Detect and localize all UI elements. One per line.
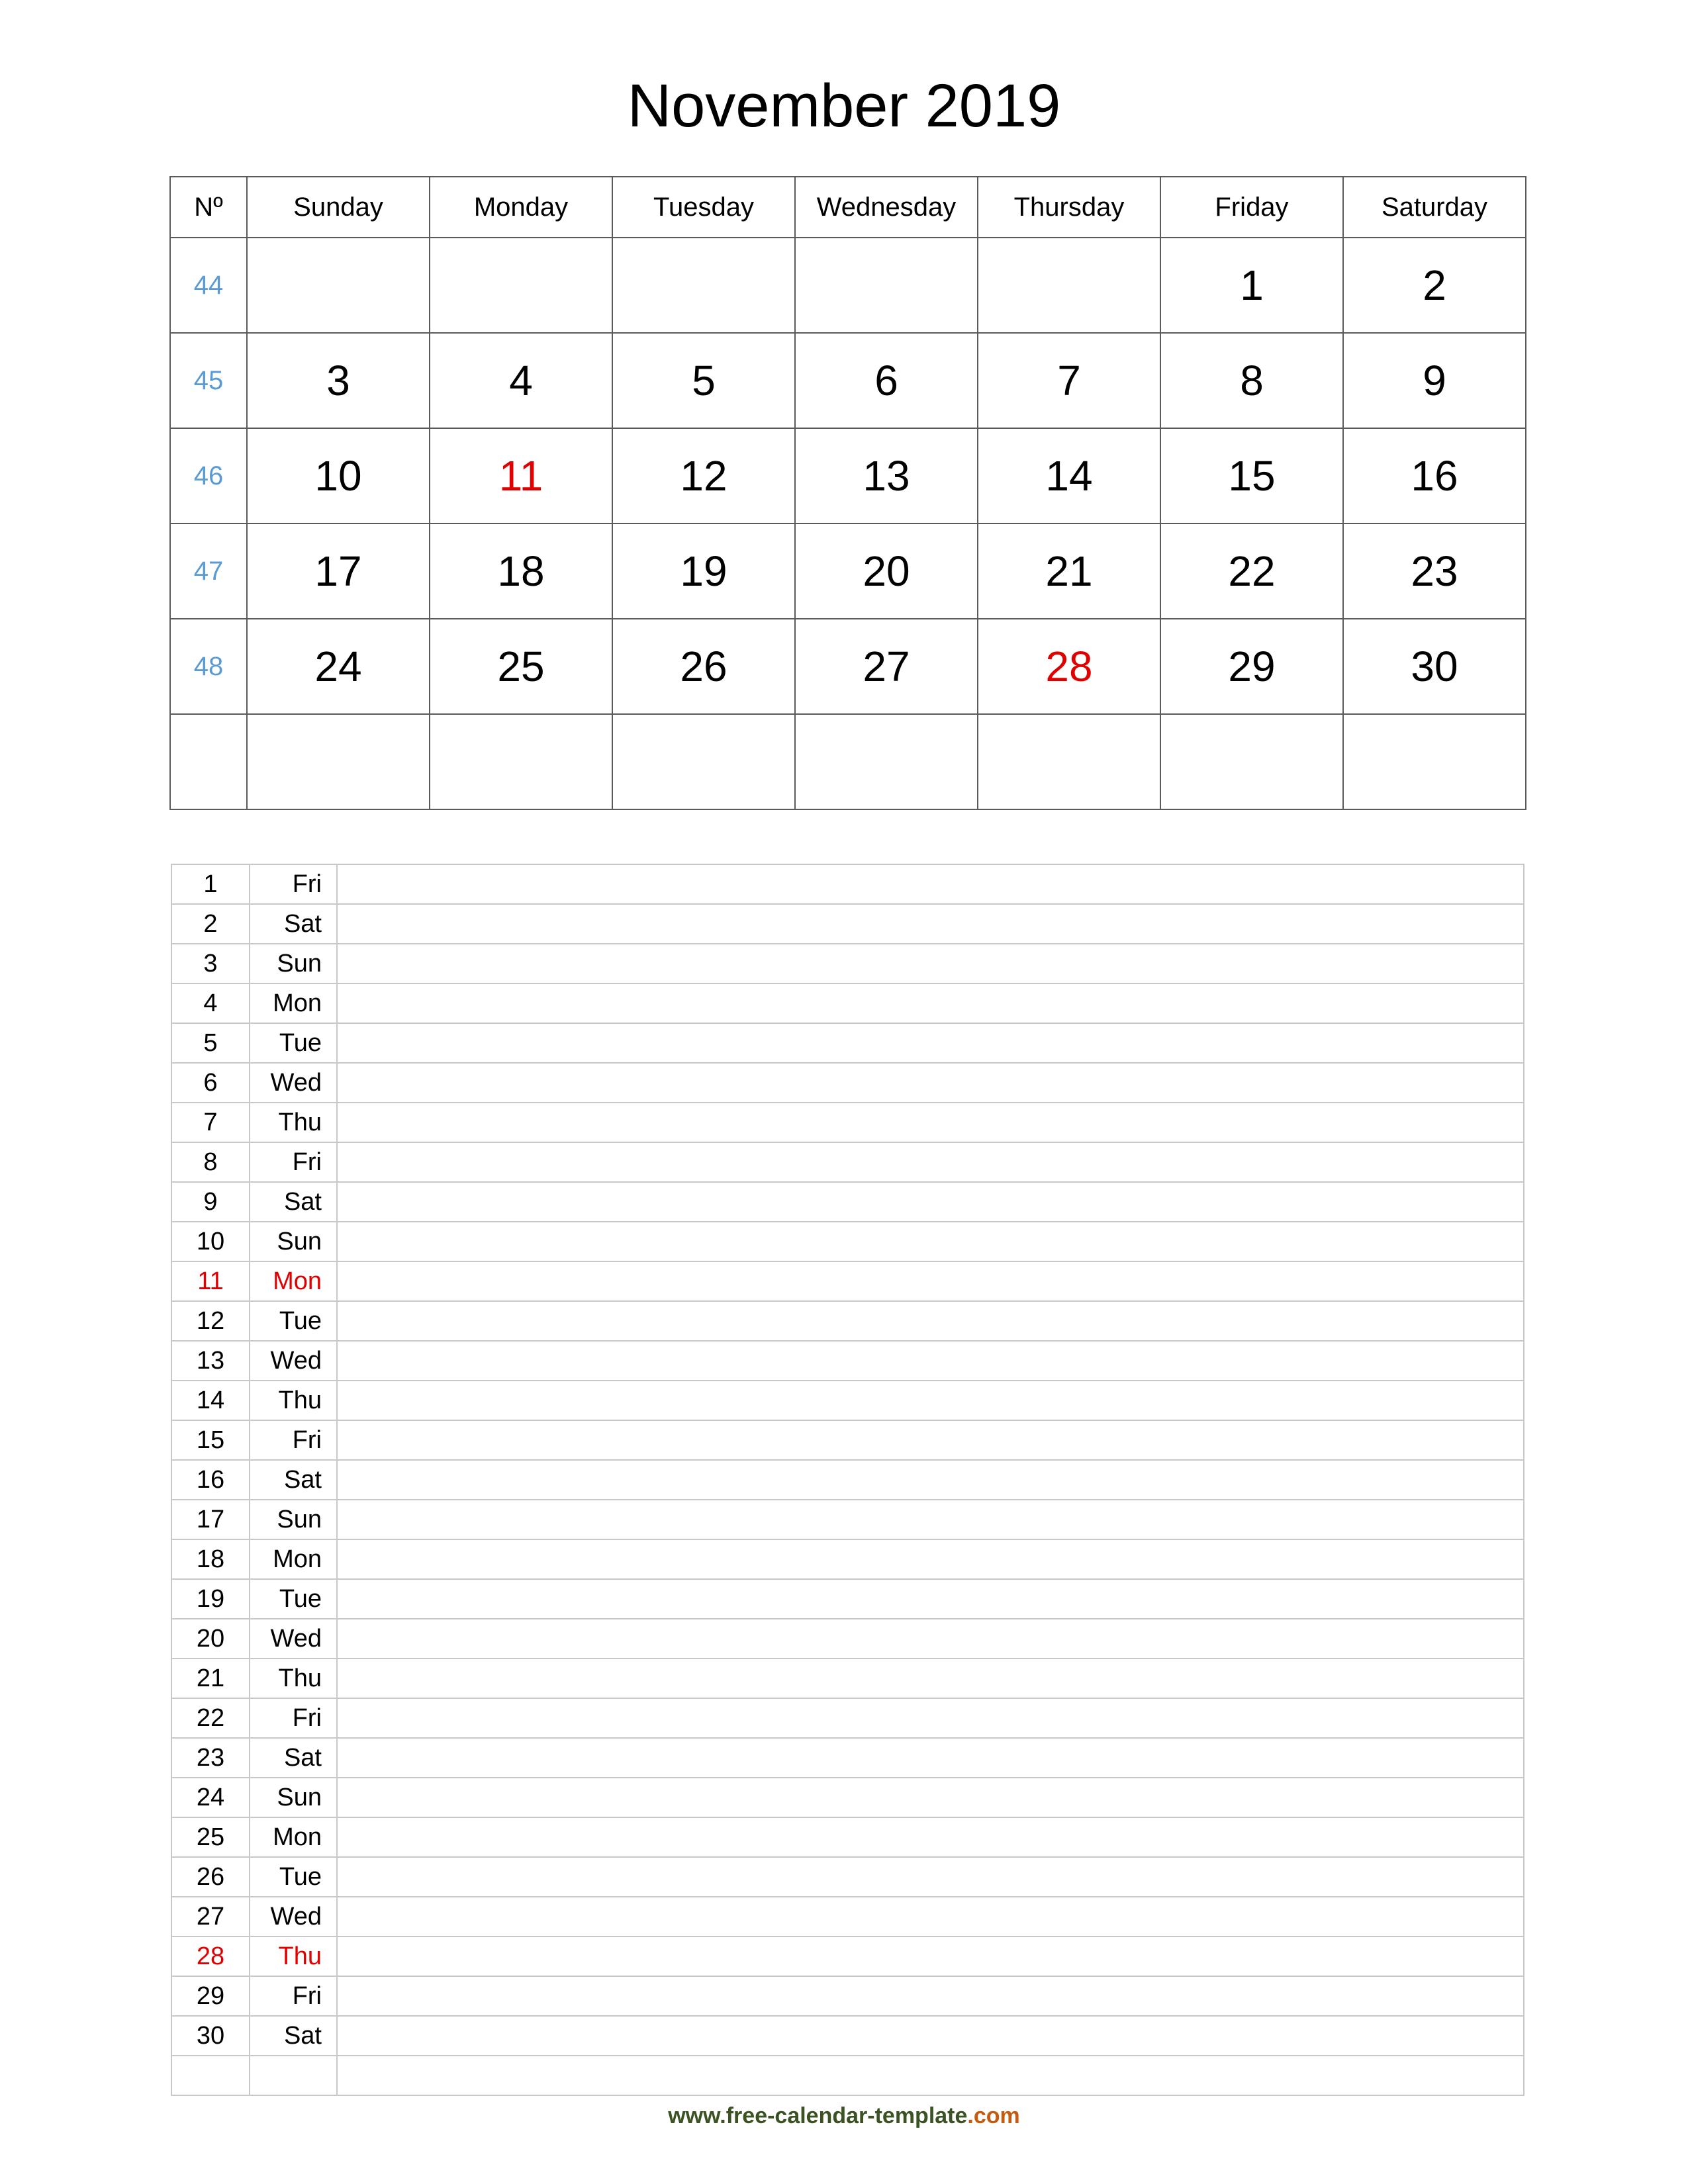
list-item bbox=[171, 1579, 1524, 1619]
weekday-header-tuesday: Tuesday bbox=[612, 177, 795, 238]
day-cell: 27 bbox=[795, 619, 978, 714]
list-item bbox=[171, 1976, 1524, 2016]
empty-day-cell bbox=[795, 714, 978, 809]
week-row bbox=[170, 714, 1526, 809]
list-note-field[interactable] bbox=[337, 1341, 1524, 1381]
list-item bbox=[171, 1103, 1524, 1142]
day-cell: 10 bbox=[247, 428, 430, 523]
list-day-of-week: Wed bbox=[250, 1619, 337, 1659]
day-list bbox=[171, 864, 1524, 2096]
list-day-number: 25 bbox=[171, 1817, 250, 1857]
list-item bbox=[171, 1857, 1524, 1897]
list-note-field[interactable] bbox=[337, 1063, 1524, 1103]
list-note-field[interactable] bbox=[337, 1301, 1524, 1341]
list-day-of-week: Sat bbox=[250, 1460, 337, 1500]
day-cell: 7 bbox=[978, 333, 1160, 428]
list-day-of-week: Fri bbox=[250, 864, 337, 904]
list-day-number: 1 bbox=[171, 864, 250, 904]
list-day-of-week: Wed bbox=[250, 1897, 337, 1936]
list-day-of-week: Mon bbox=[250, 1817, 337, 1857]
week-row bbox=[170, 428, 1526, 523]
list-day-number: 26 bbox=[171, 1857, 250, 1897]
list-note-field[interactable] bbox=[337, 1857, 1524, 1897]
list-note-field[interactable] bbox=[337, 1420, 1524, 1460]
list-item bbox=[171, 1182, 1524, 1222]
list-day-number: 30 bbox=[171, 2016, 250, 2056]
list-item bbox=[171, 1222, 1524, 1261]
list-note-field[interactable] bbox=[337, 1103, 1524, 1142]
week-row bbox=[170, 238, 1526, 333]
list-note-field[interactable] bbox=[337, 1778, 1524, 1817]
list-day-number: 6 bbox=[171, 1063, 250, 1103]
list-day-number: 14 bbox=[171, 1381, 250, 1420]
list-note-field[interactable] bbox=[337, 2016, 1524, 2056]
day-cell: 30 bbox=[1343, 619, 1526, 714]
empty-day-cell bbox=[430, 238, 612, 333]
list-day-number: 11 bbox=[171, 1261, 250, 1301]
list-note-field[interactable] bbox=[337, 864, 1524, 904]
list-note-field[interactable] bbox=[337, 1500, 1524, 1539]
list-item bbox=[171, 1817, 1524, 1857]
empty-day-cell bbox=[1160, 714, 1343, 809]
list-day-number: 7 bbox=[171, 1103, 250, 1142]
list-day-number: 20 bbox=[171, 1619, 250, 1659]
weekday-header-friday: Friday bbox=[1160, 177, 1343, 238]
list-day-of-week: Sat bbox=[250, 2016, 337, 2056]
weekday-header-sunday: Sunday bbox=[247, 177, 430, 238]
list-day-of-week: Wed bbox=[250, 1341, 337, 1381]
list-item bbox=[171, 904, 1524, 944]
day-cell: 26 bbox=[612, 619, 795, 714]
empty-day-cell bbox=[795, 238, 978, 333]
list-note-field[interactable] bbox=[337, 1460, 1524, 1500]
list-day-number: 16 bbox=[171, 1460, 250, 1500]
week-number: 46 bbox=[170, 428, 247, 523]
day-cell: 4 bbox=[430, 333, 612, 428]
list-item bbox=[171, 1381, 1524, 1420]
list-day-number: 8 bbox=[171, 1142, 250, 1182]
list-day-number: 28 bbox=[171, 1936, 250, 1976]
list-day-number: 4 bbox=[171, 983, 250, 1023]
week-number bbox=[170, 714, 247, 809]
list-item bbox=[171, 1500, 1524, 1539]
day-cell: 24 bbox=[247, 619, 430, 714]
empty-day-cell bbox=[612, 238, 795, 333]
week-number-header: Nº bbox=[170, 177, 247, 238]
day-cell: 5 bbox=[612, 333, 795, 428]
list-item bbox=[171, 1142, 1524, 1182]
list-item bbox=[171, 1023, 1524, 1063]
list-item bbox=[171, 1897, 1524, 1936]
list-note-field[interactable] bbox=[337, 1261, 1524, 1301]
list-day-number: 17 bbox=[171, 1500, 250, 1539]
list-day-of-week: Fri bbox=[250, 1976, 337, 2016]
list-day-number: 19 bbox=[171, 1579, 250, 1619]
list-day-number: 13 bbox=[171, 1341, 250, 1381]
list-day-number: 2 bbox=[171, 904, 250, 944]
list-day-of-week: Tue bbox=[250, 1023, 337, 1063]
list-day-of-week: Sat bbox=[250, 1738, 337, 1778]
month-grid bbox=[169, 176, 1526, 810]
empty-day-cell bbox=[978, 714, 1160, 809]
day-cell: 9 bbox=[1343, 333, 1526, 428]
list-note-field[interactable] bbox=[337, 1738, 1524, 1778]
list-day-number: 9 bbox=[171, 1182, 250, 1222]
list-day-of-week: Sat bbox=[250, 904, 337, 944]
page-title: November 2019 bbox=[627, 72, 1061, 140]
day-cell: 2 bbox=[1343, 238, 1526, 333]
list-day-of-week: Sun bbox=[250, 1500, 337, 1539]
week-number: 48 bbox=[170, 619, 247, 714]
week-row bbox=[170, 523, 1526, 619]
weekday-header-monday: Monday bbox=[430, 177, 612, 238]
day-cell: 25 bbox=[430, 619, 612, 714]
list-day-of-week: Mon bbox=[250, 1539, 337, 1579]
list-day-of-week: Sat bbox=[250, 1182, 337, 1222]
list-note-field[interactable] bbox=[337, 983, 1524, 1023]
list-day-of-week: Tue bbox=[250, 1857, 337, 1897]
list-item bbox=[171, 983, 1524, 1023]
day-cell: 8 bbox=[1160, 333, 1343, 428]
list-item bbox=[171, 944, 1524, 983]
footer-site: www.free-calendar-template bbox=[668, 2103, 968, 2128]
list-item bbox=[171, 1301, 1524, 1341]
list-item bbox=[171, 1778, 1524, 1817]
week-row bbox=[170, 619, 1526, 714]
list-day-number: 15 bbox=[171, 1420, 250, 1460]
list-item bbox=[171, 2056, 1524, 2095]
empty-day-cell bbox=[978, 238, 1160, 333]
list-note-field[interactable] bbox=[337, 1142, 1524, 1182]
day-cell: 21 bbox=[978, 523, 1160, 619]
weekday-header-thursday: Thursday bbox=[978, 177, 1160, 238]
weekday-header-saturday: Saturday bbox=[1343, 177, 1526, 238]
list-note-field[interactable] bbox=[337, 1539, 1524, 1579]
list-day-of-week: Thu bbox=[250, 1103, 337, 1142]
empty-day-cell bbox=[247, 714, 430, 809]
list-day-of-week: Thu bbox=[250, 1936, 337, 1976]
list-item bbox=[171, 1063, 1524, 1103]
list-day-of-week: Fri bbox=[250, 1420, 337, 1460]
list-item bbox=[171, 1659, 1524, 1698]
list-day-of-week: Fri bbox=[250, 1142, 337, 1182]
list-day-of-week: Mon bbox=[250, 983, 337, 1023]
list-item bbox=[171, 1261, 1524, 1301]
week-number: 44 bbox=[170, 238, 247, 333]
list-note-field[interactable] bbox=[337, 904, 1524, 944]
day-cell: 3 bbox=[247, 333, 430, 428]
list-note-field[interactable] bbox=[337, 1222, 1524, 1261]
day-cell: 19 bbox=[612, 523, 795, 619]
list-note-field[interactable] bbox=[337, 944, 1524, 983]
list-item bbox=[171, 1738, 1524, 1778]
day-cell: 18 bbox=[430, 523, 612, 619]
list-note-field[interactable] bbox=[337, 1817, 1524, 1857]
list-day-of-week: Tue bbox=[250, 1301, 337, 1341]
footer-url[interactable] bbox=[0, 2099, 1688, 2132]
day-cell: 11 bbox=[430, 428, 612, 523]
list-day-number: 24 bbox=[171, 1778, 250, 1817]
list-day-of-week: Sun bbox=[250, 1222, 337, 1261]
empty-day-cell bbox=[247, 238, 430, 333]
list-item bbox=[171, 1619, 1524, 1659]
list-day-of-week: Fri bbox=[250, 1698, 337, 1738]
empty-day-cell bbox=[612, 714, 795, 809]
list-day-of-week: Thu bbox=[250, 1659, 337, 1698]
weekday-header-row bbox=[170, 177, 1526, 238]
list-note-field[interactable] bbox=[337, 1182, 1524, 1222]
list-day-number: 18 bbox=[171, 1539, 250, 1579]
list-day-of-week: Sun bbox=[250, 1778, 337, 1817]
week-row bbox=[170, 333, 1526, 428]
list-note-field[interactable] bbox=[337, 1619, 1524, 1659]
list-note-field[interactable] bbox=[337, 1381, 1524, 1420]
day-cell: 20 bbox=[795, 523, 978, 619]
list-note-field[interactable] bbox=[337, 1897, 1524, 1936]
empty-day-cell bbox=[430, 714, 612, 809]
day-cell: 13 bbox=[795, 428, 978, 523]
week-number: 45 bbox=[170, 333, 247, 428]
list-day-number: 22 bbox=[171, 1698, 250, 1738]
list-day-number: 5 bbox=[171, 1023, 250, 1063]
list-note-field[interactable] bbox=[337, 1579, 1524, 1619]
list-item bbox=[171, 2016, 1524, 2056]
list-item bbox=[171, 1698, 1524, 1738]
day-cell: 29 bbox=[1160, 619, 1343, 714]
day-cell: 23 bbox=[1343, 523, 1526, 619]
list-item bbox=[171, 1936, 1524, 1976]
list-day-number: 3 bbox=[171, 944, 250, 983]
day-cell: 16 bbox=[1343, 428, 1526, 523]
list-item bbox=[171, 1341, 1524, 1381]
list-day-number: 12 bbox=[171, 1301, 250, 1341]
list-day-number: 23 bbox=[171, 1738, 250, 1778]
list-item bbox=[171, 1460, 1524, 1500]
list-day-number: 21 bbox=[171, 1659, 250, 1698]
list-note-field[interactable] bbox=[337, 2056, 1524, 2095]
list-day-number bbox=[171, 2056, 250, 2095]
list-item bbox=[171, 864, 1524, 904]
empty-day-cell bbox=[1343, 714, 1526, 809]
day-cell: 14 bbox=[978, 428, 1160, 523]
list-note-field[interactable] bbox=[337, 1698, 1524, 1738]
list-day-of-week: Wed bbox=[250, 1063, 337, 1103]
list-item bbox=[171, 1539, 1524, 1579]
list-note-field[interactable] bbox=[337, 1023, 1524, 1063]
list-day-of-week: Sun bbox=[250, 944, 337, 983]
day-cell: 6 bbox=[795, 333, 978, 428]
list-day-of-week bbox=[250, 2056, 337, 2095]
day-cell: 17 bbox=[247, 523, 430, 619]
list-day-number: 10 bbox=[171, 1222, 250, 1261]
weekday-header-wednesday: Wednesday bbox=[795, 177, 978, 238]
list-note-field[interactable] bbox=[337, 1976, 1524, 2016]
list-day-of-week: Thu bbox=[250, 1381, 337, 1420]
day-cell: 22 bbox=[1160, 523, 1343, 619]
day-cell: 12 bbox=[612, 428, 795, 523]
list-day-number: 29 bbox=[171, 1976, 250, 2016]
list-note-field[interactable] bbox=[337, 1936, 1524, 1976]
day-cell: 28 bbox=[978, 619, 1160, 714]
list-day-number: 27 bbox=[171, 1897, 250, 1936]
list-item bbox=[171, 1420, 1524, 1460]
list-day-of-week: Mon bbox=[250, 1261, 337, 1301]
week-number: 47 bbox=[170, 523, 247, 619]
list-note-field[interactable] bbox=[337, 1659, 1524, 1698]
day-cell: 15 bbox=[1160, 428, 1343, 523]
list-day-of-week: Tue bbox=[250, 1579, 337, 1619]
footer-domain: .com bbox=[967, 2103, 1020, 2128]
day-cell: 1 bbox=[1160, 238, 1343, 333]
